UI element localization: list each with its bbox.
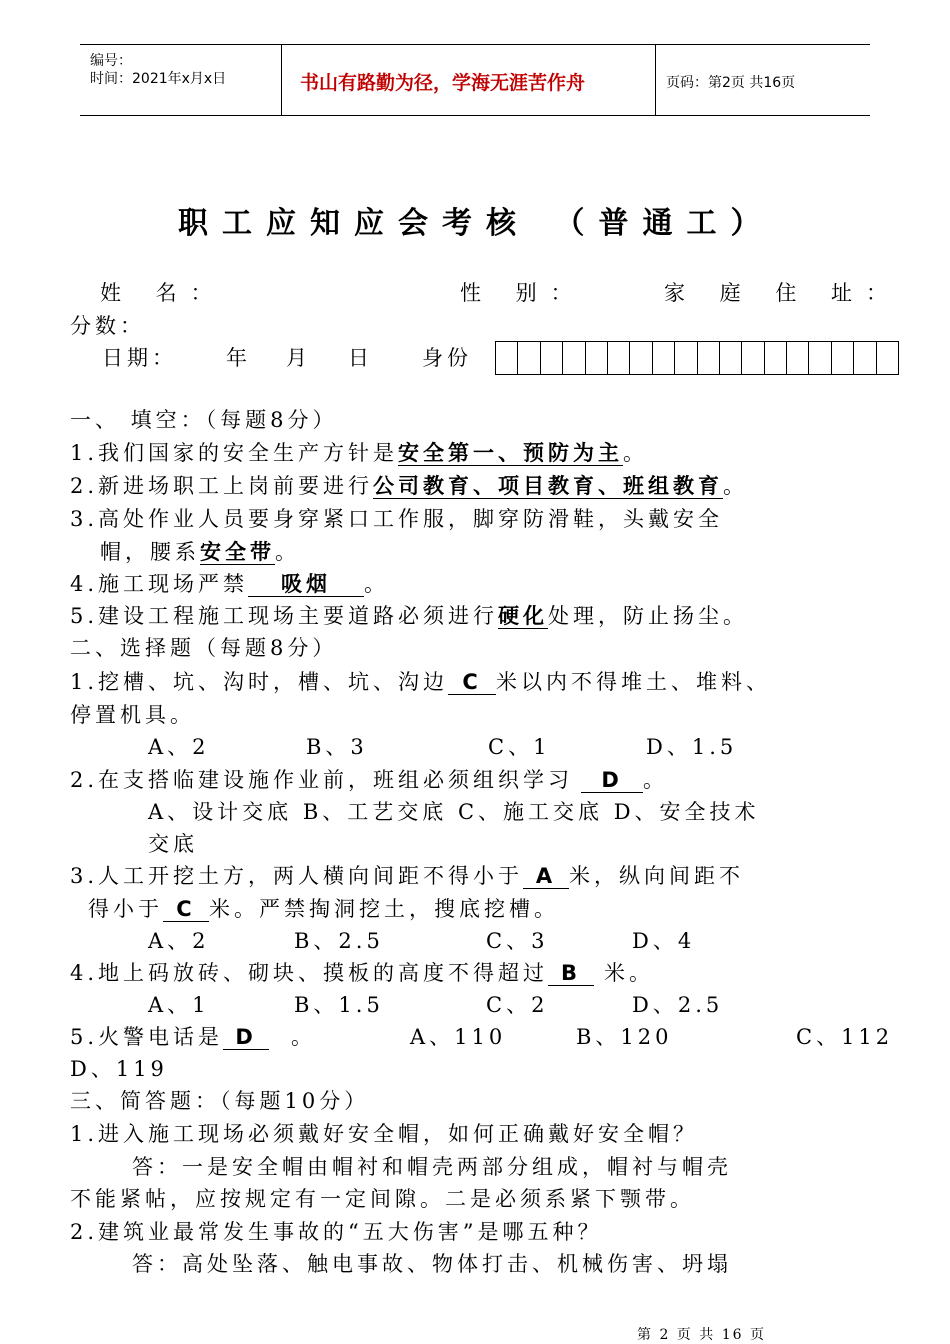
answer-blank: A	[523, 864, 569, 889]
id-digit-box	[742, 342, 764, 374]
question-text: 5.建设工程施工现场主要道路必须进行	[70, 604, 499, 628]
form-year-label: 年	[226, 346, 251, 370]
question-text: 帽，腰系	[100, 540, 200, 564]
form-day-label: 日	[348, 346, 373, 370]
id-digit-box	[877, 342, 898, 374]
choice-question-4	[70, 957, 654, 987]
answer-blank: D	[581, 768, 643, 793]
choice-question-2-options: A、设计交底 B、工艺交底 C、施工交底 D、安全技术	[148, 800, 760, 824]
fill-question-3-line2	[100, 536, 300, 566]
choice-question-1-line2: 停置机具。	[70, 703, 195, 727]
choice-option: C、112	[796, 1025, 894, 1049]
answer-blank: D	[223, 1025, 269, 1050]
header-divider	[281, 45, 282, 115]
question-text: 3.人工开挖土方，两人横向间距不得小于	[70, 864, 524, 888]
short-answer-2-line1: 答：高处坠落、触电事故、物体打击、机械伤害、坍塌	[132, 1252, 732, 1276]
fill-question-5	[70, 600, 748, 630]
question-text: 。	[275, 540, 300, 564]
choice-question-1	[70, 666, 771, 696]
answer-blank: B	[548, 961, 594, 986]
form-name-label: 姓 名：	[100, 281, 226, 305]
choice-option: D、1.5	[646, 735, 738, 759]
short-answer-1-line2: 不能紧帖，应按规定有一定间隙。二是必须系紧下颚带。	[70, 1187, 695, 1211]
choice-option: C、3	[486, 929, 549, 953]
choice-question-2-options-line2: 交底	[148, 832, 198, 856]
id-number-boxes	[495, 341, 899, 375]
question-text: 得小于	[88, 897, 163, 921]
form-gender-label: 性 别：	[460, 281, 586, 305]
id-digit-box	[765, 342, 787, 374]
choice-option: D、4	[632, 929, 696, 953]
id-digit-box	[854, 342, 876, 374]
answer-blank: 安全带	[200, 540, 275, 564]
form-month-label: 月	[286, 346, 311, 370]
choice-option: B、120	[576, 1025, 673, 1049]
form-date-label: 日期：	[102, 346, 177, 370]
choice-question-5: 5.火警电话是 D 。	[70, 1025, 317, 1049]
choice-option: A、1	[148, 993, 210, 1017]
id-digit-box	[586, 342, 608, 374]
header-time-label: 时间：2021年x月x日	[90, 71, 227, 87]
id-digit-box	[653, 342, 675, 374]
header-motto: 书山有路勤为径，学海无涯苦作舟	[300, 72, 586, 94]
choice-question-3	[70, 860, 744, 890]
answer-blank: 硬化	[498, 604, 549, 628]
form-id-label: 身份	[422, 346, 472, 370]
page-footer: 第 2 页 共 16 页	[637, 1327, 766, 1343]
id-digit-box	[809, 342, 831, 374]
answer-blank: 安全第一、预防为主	[398, 441, 624, 465]
question-text: 5.火警电话是	[70, 1025, 224, 1049]
fill-question-1	[70, 437, 648, 467]
page-title: 职工应知应会考核 （普通工）	[178, 206, 775, 241]
id-digit-box	[563, 342, 585, 374]
answer-blank: C	[163, 897, 209, 922]
question-text: 1.挖槽、坑、沟时，槽、坑、沟边	[70, 670, 449, 694]
id-digit-box	[541, 342, 563, 374]
fill-question-3-line1: 3.高处作业人员要身穿紧口工作服，脚穿防滑鞋，头戴安全	[70, 507, 724, 531]
choice-option: A、2	[148, 929, 210, 953]
id-digit-box	[720, 342, 742, 374]
section-short-heading: 三、简答题：（每题10分）	[70, 1089, 370, 1113]
question-text: 米以内不得堆土、堆料、	[496, 670, 772, 694]
choice-option: B、1.5	[294, 993, 384, 1017]
id-digit-box	[675, 342, 697, 374]
section-choice-heading: 二、选择题（每题8分）	[70, 636, 338, 660]
question-text: 2.在支搭临建设施作业前，班组必须组织学习	[70, 768, 574, 792]
question-text: 。	[623, 441, 649, 465]
header-divider	[655, 45, 656, 115]
question-text: 4.施工现场严禁	[70, 572, 249, 596]
section-fill-heading: 一、 填空：（每题8分）	[70, 408, 338, 432]
question-text: 2.新进场职工上岗前要进行	[70, 474, 374, 498]
question-text: 。	[643, 768, 669, 792]
answer-blank: 吸烟	[248, 572, 364, 597]
fill-question-2	[70, 470, 748, 500]
question-text: 。	[364, 572, 390, 596]
question-text: 处理，防止扬尘。	[548, 604, 749, 628]
id-digit-box	[832, 342, 854, 374]
short-answer-1-line1: 答：一是安全帽由帽衬和帽壳两部分组成，帽衬与帽壳	[132, 1155, 732, 1179]
choice-option: A、110	[410, 1025, 507, 1049]
choice-option: C、2	[486, 993, 549, 1017]
choice-option: D、2.5	[632, 993, 724, 1017]
id-digit-box	[787, 342, 809, 374]
question-text: 4.地上码放砖、砌块、摸板的高度不得超过	[70, 961, 549, 985]
id-digit-box	[698, 342, 720, 374]
form-score-label: 分数：	[70, 314, 145, 338]
question-text: 。	[723, 474, 749, 498]
question-text: 米。	[604, 961, 655, 985]
choice-question-3-line2	[88, 893, 559, 923]
question-text: 米，纵向间距不	[569, 864, 745, 888]
choice-option: C、1	[488, 735, 551, 759]
id-digit-box	[496, 342, 518, 374]
header-number-label: 编号：	[90, 53, 132, 69]
short-question-2: 2.建筑业最常发生事故的“五大伤害”是哪五种？	[70, 1220, 603, 1244]
form-address-label: 家 庭 住 址：	[664, 281, 902, 305]
question-text: 1.我们国家的安全生产方针是	[70, 441, 399, 465]
question-text: 米。严禁掏洞挖土，搜底挖槽。	[209, 897, 559, 921]
choice-option: D、119	[70, 1057, 168, 1081]
id-digit-box	[630, 342, 652, 374]
choice-question-2	[70, 764, 668, 794]
fill-question-4	[70, 568, 389, 598]
short-question-1: 1.进入施工现场必须戴好安全帽，如何正确戴好安全帽？	[70, 1122, 699, 1146]
choice-option: B、3	[306, 735, 368, 759]
answer-blank: C	[448, 670, 496, 695]
header-page-label: 页码：第2页 共16页	[666, 75, 796, 91]
id-digit-box	[518, 342, 540, 374]
id-digit-box	[608, 342, 630, 374]
choice-option: A、2	[148, 735, 210, 759]
choice-option: B、2.5	[294, 929, 384, 953]
answer-blank: 公司教育、项目教育、班组教育	[373, 474, 724, 498]
